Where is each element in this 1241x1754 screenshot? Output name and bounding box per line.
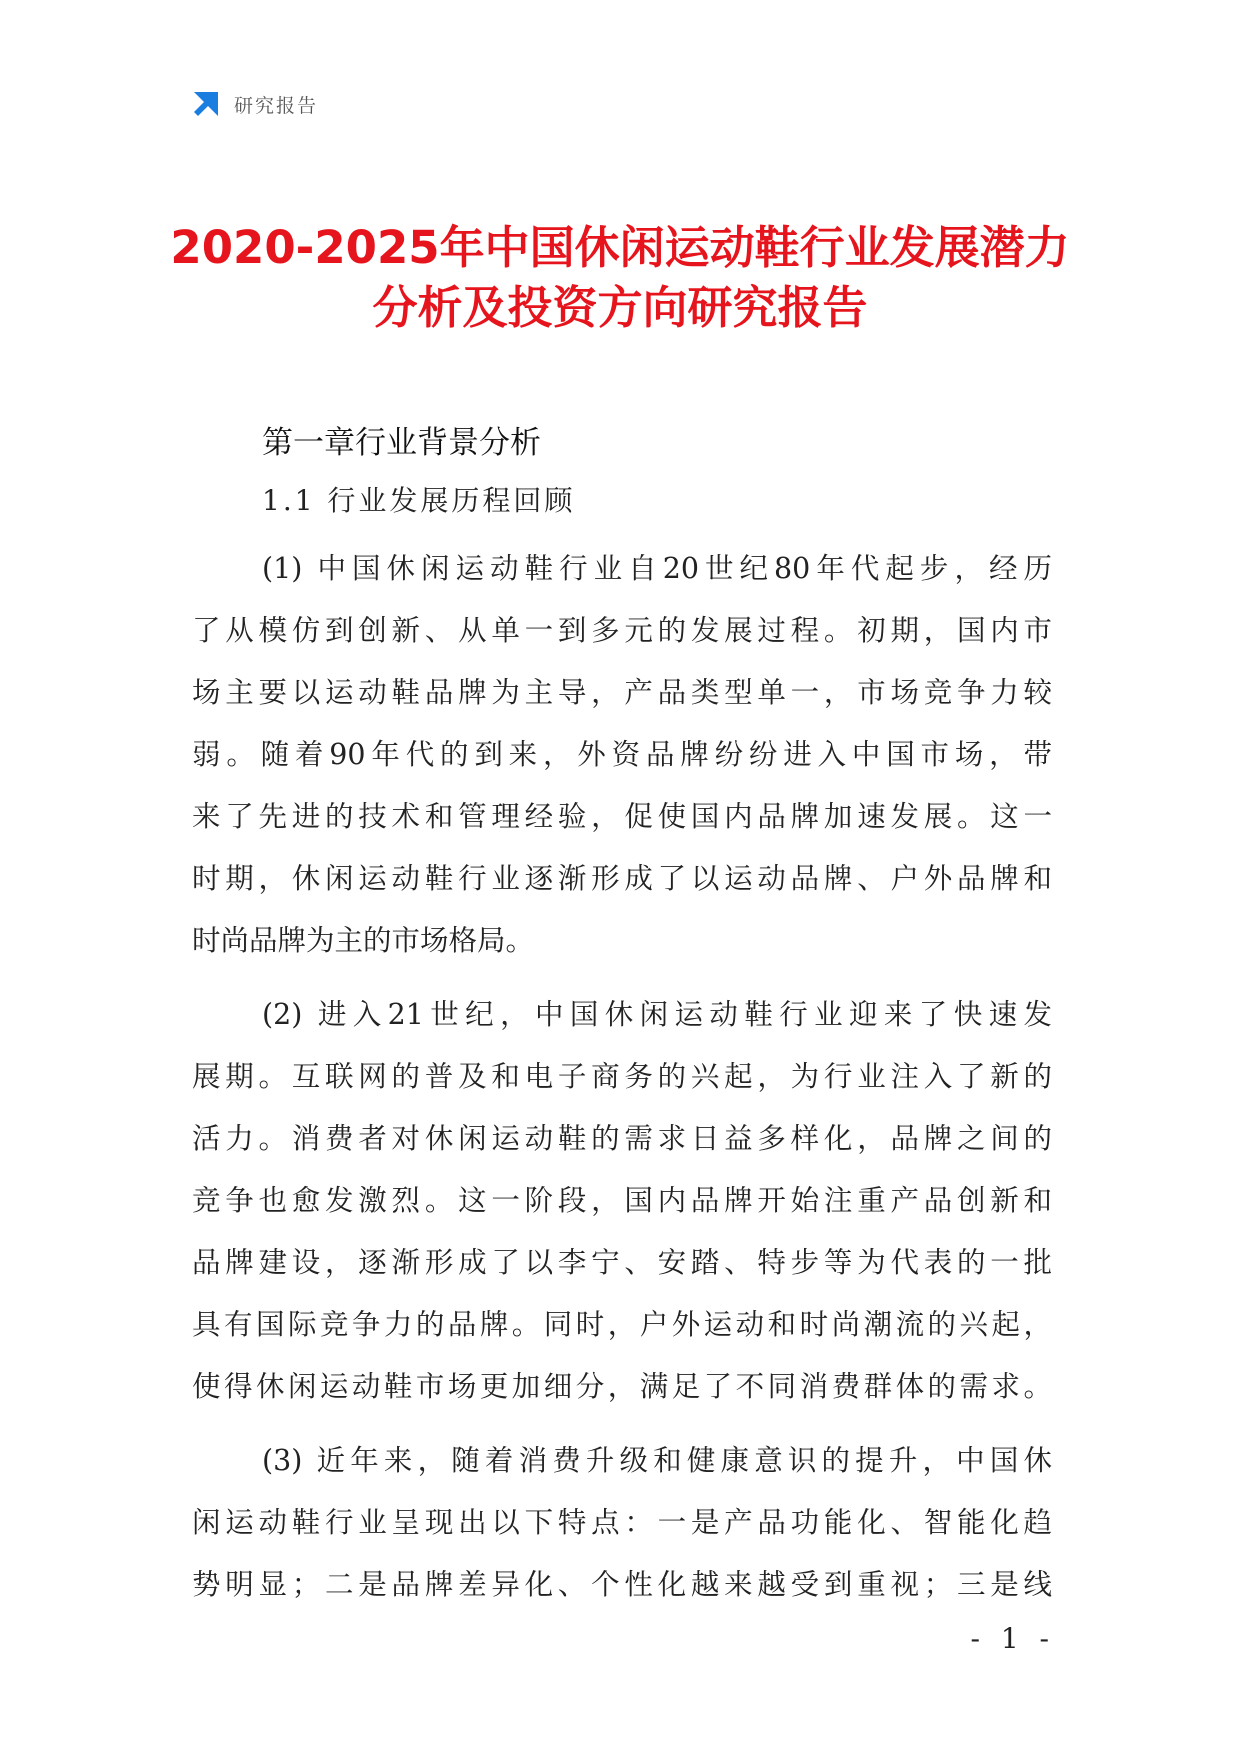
document-body <box>192 418 1052 1616</box>
chapter-heading: 第一章行业背景分析 <box>262 425 541 461</box>
title-line-2: 分析及投资方向研究报告 <box>372 281 868 334</box>
paragraph-line: 闲运动鞋行业呈现出以下特点：一是产品功能化、智能化趋 <box>192 1506 1052 1539</box>
paragraph-line: 势明显；二是品牌差异化、个性化越来越受到重视；三是线 <box>192 1568 1052 1601</box>
title-line-1: 2020-2025年中国休闲运动鞋行业发展潜力 <box>170 221 1070 274</box>
section-heading: 1.1 行业发展历程回顾 <box>262 484 576 517</box>
paragraph-line: 弱。随着90年代的到来，外资品牌纷纷进入中国市场，带 <box>192 738 1052 771</box>
paragraph-line: 时尚品牌为主的市场格局。 <box>192 924 535 957</box>
paragraph-line: 场主要以运动鞋品牌为主导，产品类型单一，市场竞争力较 <box>192 676 1052 709</box>
paragraph-line: 活力。消费者对休闲运动鞋的需求日益多样化，品牌之间的 <box>192 1122 1052 1155</box>
paragraph-2 <box>192 984 1052 1418</box>
paragraph-line: (3) 近年来，随着消费升级和健康意识的提升，中国休 <box>262 1444 1052 1477</box>
document-title <box>150 218 1090 338</box>
page-number: - 1 - <box>970 1622 1055 1655</box>
report-header <box>190 88 318 120</box>
paragraph-line: 品牌建设，逐渐形成了以李宁、安踏、特步等为代表的一批 <box>192 1246 1052 1279</box>
paragraph-line: 了从模仿到创新、从单一到多元的发展过程。初期，国内市 <box>192 614 1052 647</box>
paragraph-line: (2) 进入21世纪，中国休闲运动鞋行业迎来了快速发 <box>262 998 1052 1031</box>
paragraph-1 <box>192 538 1052 972</box>
paragraph-line: 时期，休闲运动鞋行业逐渐形成了以运动品牌、户外品牌和 <box>192 862 1052 895</box>
header-label: 研究报告 <box>234 94 319 117</box>
paragraph-line: (1) 中国休闲运动鞋行业自20世纪80年代起步，经历 <box>262 552 1052 585</box>
paragraph-line: 展期。互联网的普及和电子商务的兴起，为行业注入了新的 <box>192 1060 1052 1093</box>
arrow-up-right-icon <box>190 88 222 120</box>
paragraph-line: 竞争也愈发激烈。这一阶段，国内品牌开始注重产品创新和 <box>192 1184 1052 1217</box>
paragraph-line: 使得休闲运动鞋市场更加细分，满足了不同消费群体的需求。 <box>192 1370 1052 1403</box>
paragraph-3 <box>192 1430 1052 1616</box>
paragraph-line: 来了先进的技术和管理经验，促使国内品牌加速发展。这一 <box>192 800 1052 833</box>
paragraph-line: 具有国际竞争力的品牌。同时，户外运动和时尚潮流的兴起， <box>192 1308 1052 1341</box>
